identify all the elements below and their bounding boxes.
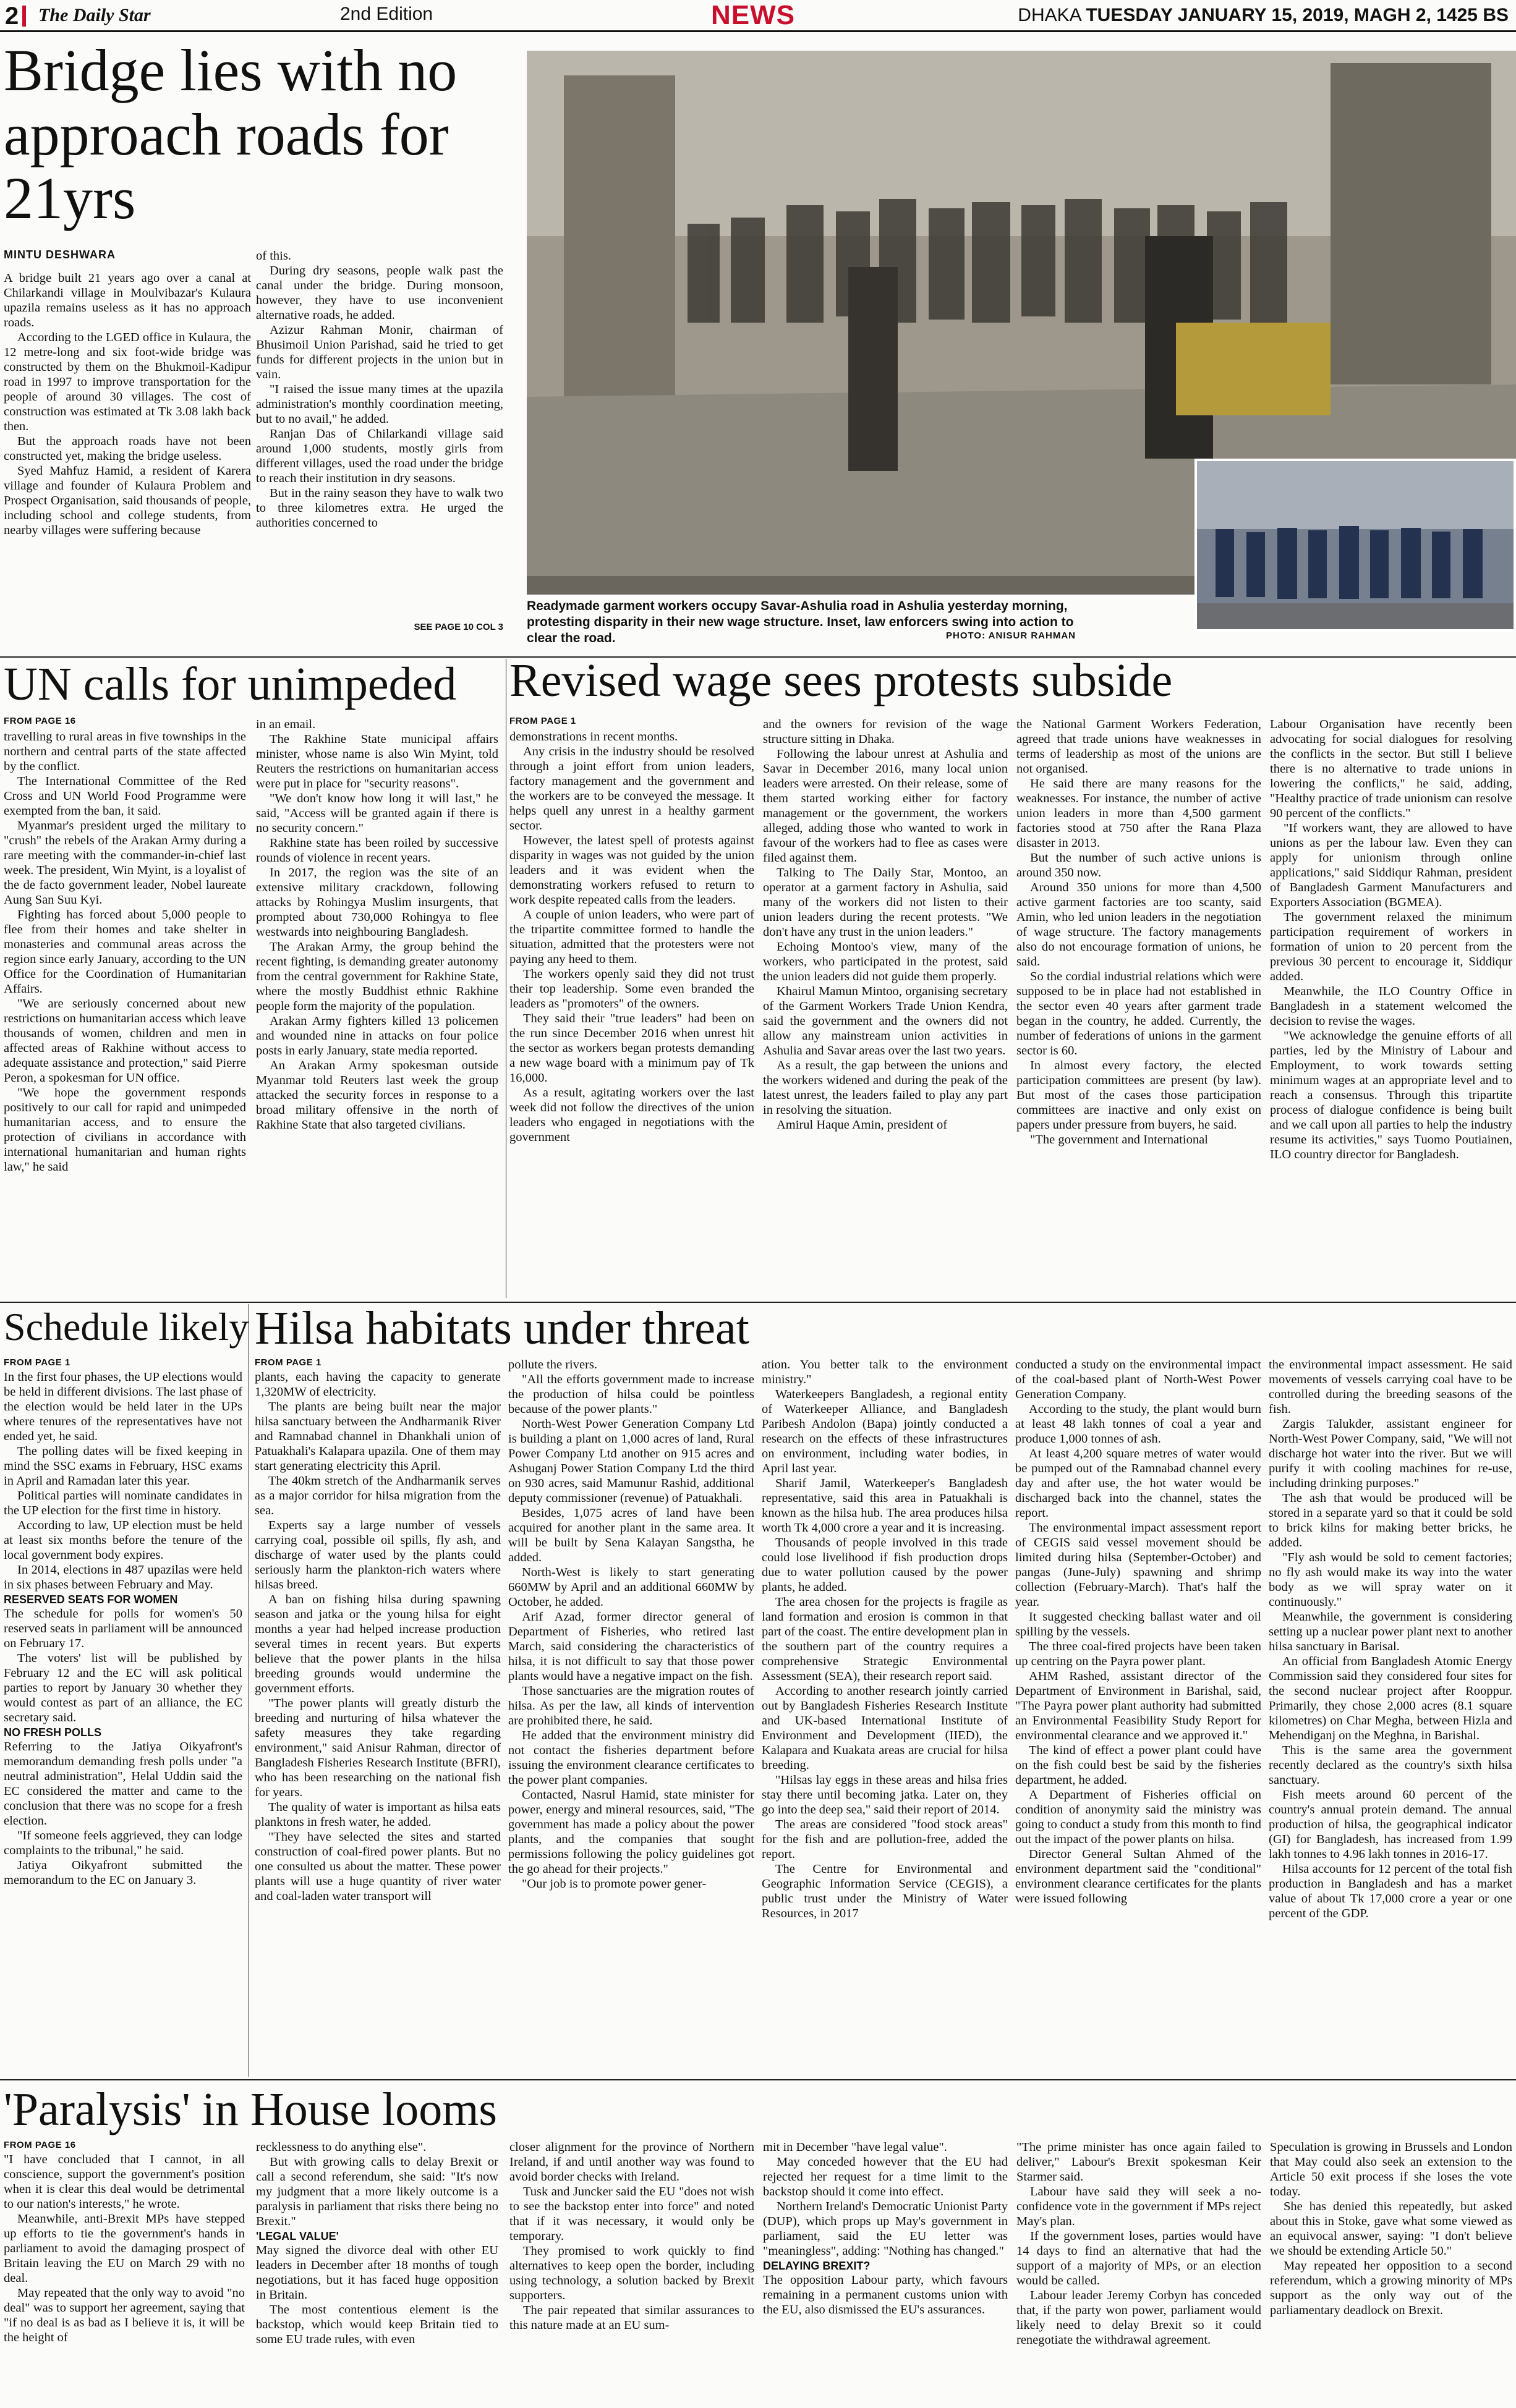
paragraph: According to the study, the plant would burn at least 48 lakh tonnes of coal a year and produce 1,000 tonnes of ash. (1015, 1402, 1261, 1446)
paragraph: The polling dates will be fixed keeping in mind the SSC exams in February, HSC exams in April and Ramadan later this year. (4, 1444, 242, 1488)
schedule-headline: Schedule likely (4, 1305, 249, 1349)
paragraph: She has denied this repeatedly, but asked about this in Stoke, gave what some viewed as an equivocal answer, saying: "I don't believe we should be extending Article 50." (1270, 2200, 1512, 2258)
paragraph: A couple of union leaders, who were part of the tripartite committee formed to handle the situation, admitted that the protesters were not paying any heed to them. (509, 908, 754, 966)
paragraph: During dry seasons, people walk past the canal under the bridge. During monsoon, however, they have to use inconvenient alternative roads, he added. (256, 264, 503, 322)
paragraph: The environmental impact assessment report of CEGIS said vessel movement should be limited during hilsa (September-October) and pangas (June-July) spawning and shrimp collection (February-March). That's half the year. (1015, 1521, 1261, 1609)
paragraph: However, the latest spell of protests against disparity in wages was not guided by the union leaders and it was evident when the demonstrating workers refused to return to work despite repeated calls from the leaders. (509, 834, 754, 907)
paragraph: Amirul Haque Amin, president of (777, 1118, 948, 1132)
paralysis-col-2 (256, 2140, 498, 2404)
paragraph: As a result, agitating workers over the last week did not follow the directives of the union leaders who engaged in negotiations with the government (509, 1086, 754, 1144)
police-inset-photo (1194, 459, 1516, 632)
hilsa-col-1 (255, 1370, 501, 2068)
paragraph: Rakhine state has been roiled by successive rounds of violence in recent years. (256, 836, 498, 865)
paragraph: They promised to work quickly to find alternatives to keep open the border, including using technology, a solution backed by Brexit supporters. (509, 2244, 754, 2302)
schedule-subhead-1: RESERVED SEATS FOR WOMEN (4, 1593, 178, 1606)
paragraph: A ban on fishing hilsa during spawning season and jatka or the young hilsa for eight months a year had helped increase production several times in recent years. But experts believe that the power plants in the hilsa breeding grounds would undermine the government efforts. (255, 1593, 501, 1695)
masthead (0, 0, 1516, 32)
paragraph: Sharif Jamil, Waterkeeper's Bangladesh representative, said this area in Patuakhali is known as the hilsa hub. The area produces hilsa worth Tk 4,000 crore a year and it is increasing. (762, 1477, 1008, 1535)
paragraph: Political parties will nominate candidates in the UP election for the first time in history. (4, 1489, 242, 1517)
photo-caption: Readymade garment workers occupy Savar-Ashulia road in Ashulia yesterday morning, protesting disparity in their new wage structure. Inset, law enforcers swing into action to clear the road. (527, 599, 1074, 645)
paralysis-col-3 (509, 2140, 754, 2404)
paragraph: Besides, 1,075 acres of land have been acquired for another plant in the same area. It will be built by Sena Kalayan Sangstha, he added. (508, 1506, 754, 1564)
paragraph: "Hilsas lay eggs in these areas and hilsa fries stay there until becoming jatka. Later on, they go into the deep sea," said their report of 2014. (762, 1773, 1008, 1817)
paragraph: The Arakan Army, the group behind the recent fighting, is demanding greater autonomy from the central government for Rakhine State, where the mostly Buddhist ethnic Rakhine people form the majority of the population. (256, 940, 498, 1013)
paragraph: The 40km stretch of the Andharmanik serves as a major corridor for hilsa migration from the sea. (255, 1474, 501, 1517)
paragraph: Labour leader Jeremy Corbyn has conceded that, if the party won power, parliament would likely need to delay Brexit so it could renegotiate the withdrawal agreement. (1016, 2289, 1261, 2347)
paragraph: pollute the rivers. (508, 1358, 598, 1371)
newspaper-logo: The Daily Star (38, 5, 151, 25)
wage-col-2 (763, 717, 1008, 1298)
paralysis-subhead-1: 'LEGAL VALUE' (256, 2230, 339, 2242)
bridge-byline: MINTU DESHWARA (4, 248, 116, 261)
paragraph: Arakan Army fighters killed 13 policemen and wounded nine in attacks on four police posts in early January, state media reported. (256, 1014, 498, 1058)
paralysis-col-4 (763, 2140, 1008, 2404)
paragraph: Arif Azad, former director general of Department of Fisheries, who retired last March, said considering the characteristics of hilsa, it is not difficult to say that those power plants would have a negative impact on the fish. (508, 1610, 754, 1683)
paragraph: A Department of Fisheries official on condition of anonymity said the ministry was going to conduct a study from this month to find out the impact of the power plants on hilsa. (1015, 1788, 1261, 1846)
paragraph: "They have selected the sites and started construction of coal-fired power plants. But no one consulted us about the matter. These power plants will use a huge quantity of river water and coal-laden water transport will (255, 1830, 501, 1903)
paragraph: Fighting has forced about 5,000 people to flee from their homes and take shelter in monasteries and communal areas across the region since early January, according to the UN Office for the Coordination of Humanitarian Affairs. (4, 908, 246, 996)
paragraph: The voters' list will be published by February 12 and the EC will ask political parties to report by January 30 whether they would contest as part of an alliance, the EC secretary said. (4, 1651, 242, 1724)
schedule-col-1 (4, 1370, 242, 2062)
schedule-subhead-2: NO FRESH POLLS (4, 1726, 102, 1739)
paragraph: demonstrations in recent months. (509, 730, 678, 744)
paragraph: The area chosen for the projects is fragile as land formation and erosion is common in that part of the coast. The entire development plan in the southern part of the country requires a comprehensive Strategic Environmental Assessment (SEA), their research report said. (762, 1595, 1008, 1683)
paragraph: "We don't know how long it will last," he said, "Access will be granted again if there is no security concern." (256, 792, 498, 835)
paragraph: "The prime minister has once again failed to deliver," Labour's Brexit spokesman Keir Starmer said. (1016, 2140, 1261, 2184)
schedule-paras-a (4, 1370, 242, 1592)
paragraph: The plants are being built near the major hilsa sanctuary between the Andharmanik River and Ramnabad channel in Dhankhali union of Patuakhali's Kalapara upazila. One of them may start generating electricity this April. (255, 1400, 501, 1473)
bridge-jump: SEE PAGE 10 COL 3 (414, 622, 503, 632)
paragraph: Any crisis in the industry should be resolved through a joint effort from union leaders, factory management and the government and the workers are to be conveyed the message. It helps quell any unrest in a healthy garment sector. (509, 745, 754, 833)
paragraph: Labour Organisation have recently been advocating for social dialogues for resolving the conflicts in the sector. But still I believe there is no alternative to trade unions in lowering the conflicts," he said, adding, "Healthy practice of trade unionism can resolve 90 percent of the conflicts." (1270, 718, 1512, 820)
paragraph: But in the rainy season they have to walk two to three kilometres extra. He urged the authorities concerned to (256, 486, 503, 530)
paragraph: recklessness to do anything else". (256, 2140, 427, 2154)
paragraph: Tusk and Juncker said the EU "does not wish to see the backstop enter into force" and noted that if it was necessary, it would only be temporary. (509, 2185, 754, 2243)
page-number: 2 (5, 2, 26, 30)
paragraph: He said there are many reasons for the weaknesses. For instance, the number of active union leaders in more than 4,500 garment factories stood at 750 after the Rana Plaza disaster in 2013. (1016, 777, 1261, 850)
paragraph: "If workers want, they are allowed to have unions as per the labour law. Even they can apply for unionism through online applications," said Siddiqur Rahman, president of Bangladesh Garment Manufacturers and Exporters Association (BGMEA). (1270, 821, 1512, 909)
paragraph: conducted a study on the environmental impact of the coal-based plant of North-West Power Generation Company. (1015, 1358, 1261, 1401)
paragraph: Director General Sultan Ahmed of the environment department said the "conditional" environment clearance certificates for the plants were issued following (1015, 1847, 1261, 1906)
paragraph: The kind of effect a power plant could have on the fish could best be said by the fisheries department, he added. (1015, 1744, 1261, 1787)
paragraph: mit in December "have legal value". (763, 2140, 947, 2154)
paragraph: But with growing calls to delay Brexit or call a second referendum, she said: "It's now my judgment that a more likely outcome is a paralysis in parliament that risks there being no Brexit." (256, 2155, 498, 2228)
paralysis-subhead-2: DELAYING BREXIT? (763, 2260, 871, 2272)
paragraph: At least 4,200 square metres of water would be pumped out of the Ramnabad channel every day and after use, the hot water would be discharged back into the channel, states the report. (1015, 1447, 1261, 1520)
paragraph: "Fly ash would be sold to cement factories; no fly ash would make its way into the water body as we will spray water on it continuously." (1269, 1551, 1512, 1609)
hilsa-kicker: FROM PAGE 1 (255, 1357, 322, 1368)
paragraph: "Our job is to promote power gener- (522, 1877, 707, 1891)
paragraph: Echoing Montoo's view, many of the workers, who participated in the protest, said the union leaders did not guide them properly. (763, 940, 1008, 983)
paragraph: The government relaxed the minimum participation requirement of workers in formation of union to 20 percent from the previous 30 percent to encourage it, Siddiqur added. (1270, 910, 1512, 983)
photo-credit: PHOTO: ANISUR RAHMAN (946, 630, 1076, 641)
un-col-1 (4, 729, 246, 1298)
section-divider (0, 2079, 1516, 2080)
paragraph: It suggested checking ballast water and oil spilling by the vessels. (1015, 1610, 1261, 1639)
hilsa-col-3 (762, 1357, 1008, 2068)
section-label: NEWS (711, 0, 795, 30)
paragraph: The most contentious element is the backstop, which would keep Britain tied to some EU trade rules, with even (256, 2303, 498, 2346)
paragraph: Waterkeepers Bangladesh, a regional entity of Waterkeeper Alliance, and Bangladesh Paribesh Andolon (Bapa) jointly conducted a research on the effects of these infrastructures on environment, including water bodies, in April last year. (762, 1388, 1008, 1475)
paragraph: "The power plants will greatly disturb the breeding and nurturing of hilsa whatever the safety measures they take regarding environment," said Anisur Rahman, director of Bangladesh Fisheries Research Institute (BFRI), who has been researching on the national fish for years. (255, 1697, 501, 1799)
paragraph: "We acknowledge the genuine efforts of all parties, led by the Ministry of Labour and Employment, to work towards setting minimum wages at an appropriate level and to reach a consensus. Through this tripartite process of dialogue confidence is being built and we call upon all parties to help the industry resume its activities," says Tuomo Poutiainen, ILO country director for Bangladesh. (1270, 1029, 1512, 1161)
paragraph: The Centre for Environmental and Geographic Information Service (CEGIS), a public trust under the Ministry of Water Resources, in 2017 (762, 1862, 1008, 1920)
paragraph: In almost every factory, the elected participation committees are present (by law). But most of the cases those participation committees are inactive and only exist on papers under pressure from buyers, he said. (1016, 1059, 1261, 1132)
wage-kicker: FROM PAGE 1 (509, 716, 576, 726)
paragraph: In the first four phases, the UP elections would be held in different divisions. The last phase of the election would be held later in the UPs where tenures of the representatives have not ended yet, he said. (4, 1370, 242, 1443)
paragraph: Zargis Talukder, assistant engineer for North-West Power Company, said, "We will not discharge hot water into the river. But we will purify it with cooling machines for re-use, including drinking purposes." (1269, 1417, 1512, 1490)
paragraph: and the owners for revision of the wage structure sitting in Dhaka. (763, 718, 1008, 746)
paragraph: Khairul Mamun Mintoo, organising secretary of the Garment Workers Trade Union Kendra, said the government and the owners did not allow any mainstream union activities in Ashulia and Savar areas over the last two years. (763, 985, 1008, 1058)
paragraph: the National Garment Workers Federation, agreed that trade unions have weaknesses in terms of leadership as most of the unions are not organised. (1016, 718, 1261, 776)
paragraph: closer alignment for the province of Northern Ireland, if and until another way was found to avoid border checks with Ireland. (509, 2140, 754, 2184)
paragraph: A bridge built 21 years ago over a canal at Chilarkandi village in Moulvibazar's Kulaura upazila remains useless as it has no approach roads. (4, 271, 251, 329)
paragraph: As a result, the gap between the unions and the workers widened and during the peak of the latest unrest, the leaders failed to play any part in resolving the situation. (763, 1059, 1008, 1117)
paragraph: This is the same area the government recently declared as the country's sixth hilsa sanctuary. (1269, 1744, 1512, 1787)
paragraph: travelling to rural areas in five townships in the northern and central parts of the state affected by the conflict. (4, 730, 246, 773)
schedule-paras-b (4, 1606, 242, 1725)
paragraph: Myanmar's president urged the military to "crush" the rebels of the Arakan Army during a rare meeting with the commander-in-chief last week. The president, Win Myint, is a loyalist of the de facto government leader, Nobel laureate Aung San Suu Kyi. (4, 819, 246, 907)
protest-photo (527, 51, 1516, 595)
paragraph: "I have concluded that I cannot, in all conscience, support the government's position when it is clear this deal would be detrimental to our nation's interests," he wrote. (4, 2153, 245, 2211)
wage-headline: Revised wage sees protests subside (509, 655, 1173, 706)
wage-col-3 (1016, 717, 1261, 1298)
paragraph: An official from Bangladesh Atomic Energy Commission said they considered four sites for the second nuclear project after Rooppur. Primarily, they chose 2,000 acres (8.1 square kilometres) on Char Megha, between Hizla and Mehendiganj on the Meghna, in Barishal. (1269, 1655, 1512, 1742)
bridge-col-1 (4, 271, 251, 642)
hilsa-col-2 (508, 1357, 754, 2068)
paragraph: He added that the environment ministry did not contact the fisheries department before issuing the environment clearance certificates to the power plant companies. (508, 1729, 754, 1787)
paragraph: Around 350 unions for more than 4,500 active garment factories are too scanty, said Amin, who led union leaders in the negotiation of wage structure. The factory managements also do not encourage formation of unions, he said. (1016, 881, 1261, 969)
wage-col-1 (509, 729, 754, 1298)
paragraph: Those sanctuaries are the migration routes of hilsa. As per the law, all kinds of intervention are prohibited there, he said. (508, 1684, 754, 1728)
paragraph: According to the LGED office in Kulaura, the 12 metre-long and six foot-wide bridge was constructed by them on the Bhukmoil-Kadipur road in 1997 to improve transportation for the people of around 30 villages. The cost of construction was estimated at Tk 3.08 lakh back then. (4, 331, 251, 433)
paragraph: May repeated that the only way to avoid "no deal" was to support her agreement, saying that "if no deal is as bad as I believe it is, it will be the height of (4, 2286, 245, 2344)
paragraph: According to another research jointly carried out by Bangladesh Fisheries Research Institute and UK-based International Institute of Environment and Development (IIED), the Kalapara and Kuakata areas are crucial for hilsa breeding. (762, 1684, 1008, 1772)
paragraph: Experts say a large number of vessels carrying coal, possible oil spills, fly ash, and discharge of water used by the plants could seriously harm the plankton-rich waters where hilsas breed. (255, 1519, 501, 1592)
paralysis-col-5 (1016, 2140, 1261, 2404)
paragraph: In 2017, the region was the site of an extensive military crackdown, following attacks by Rohingya Muslim insurgents, that prompted about 730,000 Rohingya to flee westwards into neighbouring Bangladesh. (256, 866, 498, 939)
police-inset-image (1197, 461, 1514, 629)
paralysis-kicker: FROM PAGE 16 (4, 2140, 76, 2150)
paragraph: Contacted, Nasrul Hamid, state minister for power, energy and mineral resources, said, "The government has made a policy about the power plants, and the companies that sought permissions following the policy guidelines got the go ahead for their projects." (508, 1788, 754, 1876)
bridge-col-2 (256, 248, 503, 619)
paragraph: But the approach roads have not been constructed yet, making the bridge useless. (4, 435, 251, 463)
un-headline: UN calls for unimpeded (4, 658, 457, 710)
paragraph: But the number of such active unions is around 350 now. (1016, 851, 1261, 880)
paragraph: "We hope the government responds positively to our call for rapid and unimpeded humanitarian access, and to ensure the protection of civilians in accordance with international humanitarian and human rights law," he said (4, 1086, 246, 1174)
paragraph: May repeated her opposition to a second referendum, which a growing minority of MPs support as the only way out of the parliamentary deadlock on Brexit. (1270, 2259, 1512, 2317)
paragraph: The schedule for polls for women's 50 reserved seats in parliament will be announced on February 17. (4, 1607, 242, 1650)
paragraph: The pair repeated that similar assurances to this nature made at an EU sum- (509, 2304, 754, 2332)
paralysis-col-6 (1270, 2140, 1512, 2404)
paragraph: The workers openly said they did not trust their top leadership. Some even branded the leaders as "promoters" of the owners. (509, 967, 754, 1011)
paragraph: The opposition Labour party, which favours remaining in a permanent customs union with the EU, also dismissed the EU's assurances. (763, 2273, 1008, 2317)
paragraph: North-West is likely to start generating 660MW by April and an additional 660MW by October, he added. (508, 1566, 754, 1609)
paragraph: Meanwhile, the government is considering setting up a nuclear power plant next to another hilsa sanctuary in Barisal. (1269, 1610, 1512, 1653)
paragraph: They said their "true leaders" had been on the run since December 2016 when unrest hit the sector as workers began protests demanding a new wage board with a minimum pay of Tk 16,000. (509, 1012, 754, 1085)
paragraph: An Arakan Army spokesman outside Myanmar told Reuters last week the group attacked the security forces in response to a broad military offensive in the north of Rakhine State that also targeted civilians. (256, 1059, 498, 1132)
paragraph: "If someone feels aggrieved, they can lodge complaints to the tribunal," he said. (4, 1829, 242, 1857)
paragraph: The International Committee of the Red Cross and UN World Food Programme were exempted from the ban, it said. (4, 774, 246, 818)
paragraph: Speculation is growing in Brussels and London that May could also seek an extension to the Article 50 exit process if she loses the vote today. (1270, 2140, 1512, 2198)
paragraph: ation. You better talk to the environment ministry." (762, 1358, 1008, 1386)
paragraph: the environmental impact assessment. He said movements of vessels carrying coal have to be controlled during the breeding seasons of the fish. (1269, 1358, 1512, 1416)
paragraph: Northern Ireland's Democratic Unionist Party (DUP), which props up May's government in parliament, said the EU letter was "meaningless", adding: "Nothing has changed." (763, 2200, 1008, 2258)
paragraph: "We are seriously concerned about new restrictions on humanitarian access which leave thousands of women, children and men in affected areas of Rakhine without access to adequate assistance and protection," said Pierre Peron, a spokesman for UN office. (4, 997, 246, 1085)
paragraph: Ranjan Das of Chilarkandi village said around 1,000 students, mostly girls from different villages, used the road under the bridge to reach their institution in dry seasons. (256, 427, 503, 485)
paralysis-paras-a (256, 2140, 498, 2229)
paralysis-paras-b (256, 2243, 498, 2347)
un-col-2 (256, 717, 498, 1298)
paragraph: The Rakhine State municipal affairs minister, whose name is also Win Myint, told Reuters the restrictions on humanitarian access were put in place for "security reasons". (256, 732, 498, 791)
wage-col-4 (1270, 717, 1512, 1298)
paragraph: of this. (256, 249, 291, 263)
paralysis-paras-c (763, 2140, 1008, 2258)
paragraph: The areas are considered "food stock areas" for the fish and are pollution-free, added the report. (762, 1818, 1008, 1861)
un-kicker: FROM PAGE 16 (4, 716, 76, 726)
paragraph: Hilsa accounts for 12 percent of the total fish production in Bangladesh and has a market value of about Tk 17,000 crore a year or one percent of the GDP. (1269, 1862, 1512, 1920)
paragraph: in an email. (256, 718, 316, 731)
paragraph: Thousands of people involved in this trade could lose livelihood if fish production drops due to water pollution caused by the power plants, he added. (762, 1536, 1008, 1594)
paralysis-headline: 'Paralysis' in House looms (4, 2084, 497, 2135)
paragraph: May signed the divorce deal with other EU leaders in December after 18 months of tough negotiations, but it has faced huge opposition in Britain. (256, 2244, 498, 2302)
paralysis-col-1 (4, 2152, 245, 2404)
paragraph: May conceded however that the EU had rejected her request for a time limit to the backstop should it come into effect. (763, 2155, 1008, 2198)
paragraph: AHM Rashed, assistant director of the Department of Environment in Barishal, said, "The Payra power plant authority had submitted an Environmental Feasibility Study Report for environmental clearance and we approved it." (1015, 1669, 1261, 1742)
paragraph: "The government and International (1030, 1133, 1208, 1147)
hilsa-col-5 (1269, 1357, 1512, 2068)
paragraph: If the government loses, parties would have 14 days to find an alternative that had the support of a majority of MPs, or an election would be called. (1016, 2229, 1261, 2287)
hilsa-headline: Hilsa habitats under threat (255, 1302, 749, 1354)
paragraph: In 2014, elections in 487 upazilas were held in six phases between February and May. (4, 1563, 242, 1592)
hilsa-col-4 (1015, 1357, 1261, 2068)
paragraph: Meanwhile, the ILO Country Office in Bangladesh in a statement welcomed the decision to revise the wages. (1270, 985, 1512, 1028)
bridge-headline: Bridge lies with no approach roads for 21yrs (4, 37, 458, 232)
paragraph: The ash that would be produced will be stored in a separate yard so that it could be sold to brick kilns for making better bricks, he added. (1269, 1491, 1512, 1550)
paragraph: Talking to The Daily Star, Montoo, an operator at a garment factory in Ashulia, said many of the workers did not listen to their union leaders during the recent protests. "We don't have any trust in the union leaders." (763, 866, 1008, 939)
paragraph: The quality of water is important as hilsa eats planktons in fresh water, he added. (255, 1800, 501, 1829)
dateline: DHAKA TUESDAY JANUARY 15, 2019, MAGH 2, 1425 BS (1018, 5, 1509, 25)
paragraph: Referring to the Jatiya Oikyafront's memorandum demanding fresh polls under "a neutral administration", Helal Uddin said the EC considered the matter and came to the conclusion that there was no scope for a fresh election. (4, 1740, 242, 1828)
paragraph: The three coal-fired projects have been taken up centring on the Payra power plant. (1015, 1640, 1261, 1668)
paragraph: Syed Mahfuz Hamid, a resident of Karera village and founder of Kulaura Problem and Prospect Organisation, said thousands of people, including school and college students, from nearby villages were suffering because (4, 464, 251, 537)
paragraph: Fish meets around 60 percent of the country's annual protein demand. The annual production of hilsa, the geographical indicator (GI) for Bangladesh, has increased from 1.99 lakh tonnes to 4.96 lakh tonnes in 2016-17. (1269, 1788, 1512, 1861)
paragraph: North-West Power Generation Company Ltd is building a plant on 1,000 acres of land, Rural Power Company Ltd another on 915 acres and Ashuganj Power Station Company Ltd the third on 930 acres, said Mamunur Rashid, additional deputy commissioner (revenue) of Patuakhali. (508, 1417, 754, 1505)
paralysis-paras-d (763, 2273, 1008, 2317)
paragraph: So the cordial industrial relations which were supposed to be in place had not established in the sector even 40 years after garment trade began in the country, he added. Currently, the number of federations of unions in the garment sector is 60. (1016, 970, 1261, 1058)
paragraph: Meanwhile, anti-Brexit MPs have stepped up efforts to tie the government's hands in parliament to avoid the damaging prospect of Britain leaving the EU on March 29 with no deal. (4, 2212, 245, 2285)
paragraph: "I raised the issue many times at the upazila administration's monthly coordination meeting, but to no avail," he added. (256, 383, 503, 426)
edition-label: 2nd Edition (340, 4, 433, 24)
schedule-kicker: FROM PAGE 1 (4, 1357, 70, 1368)
paragraph: plants, each having the capacity to generate 1,320MW of electricity. (255, 1370, 501, 1399)
paragraph: Azizur Rahman Monir, chairman of Bhusimoil Union Parishad, said he tried to get funds for different projects in the union but in vain. (256, 323, 503, 381)
paragraph: Following the labour unrest at Ashulia and Savar in December 2016, many local union leaders were arrested. On their release, some of them started working either for factory management or the government, the workers alleged, adding those who wanted to work in favour of the workers had to flee as cases were filed against them. (763, 747, 1008, 865)
paragraph: Jatiya Oikyafront submitted the memorandum to the EC on January 3. (4, 1859, 242, 1887)
paragraph: "All the efforts government made to increase the production of hilsa could be pointless because of the power plants." (508, 1373, 754, 1416)
paragraph: According to law, UP election must be held at least six months before the tenure of the local government body expires. (4, 1519, 242, 1562)
paragraph: Labour have said they will seek a no-confidence vote in the government if MPs reject May's plan. (1016, 2185, 1261, 2228)
schedule-paras-c (4, 1739, 242, 1888)
